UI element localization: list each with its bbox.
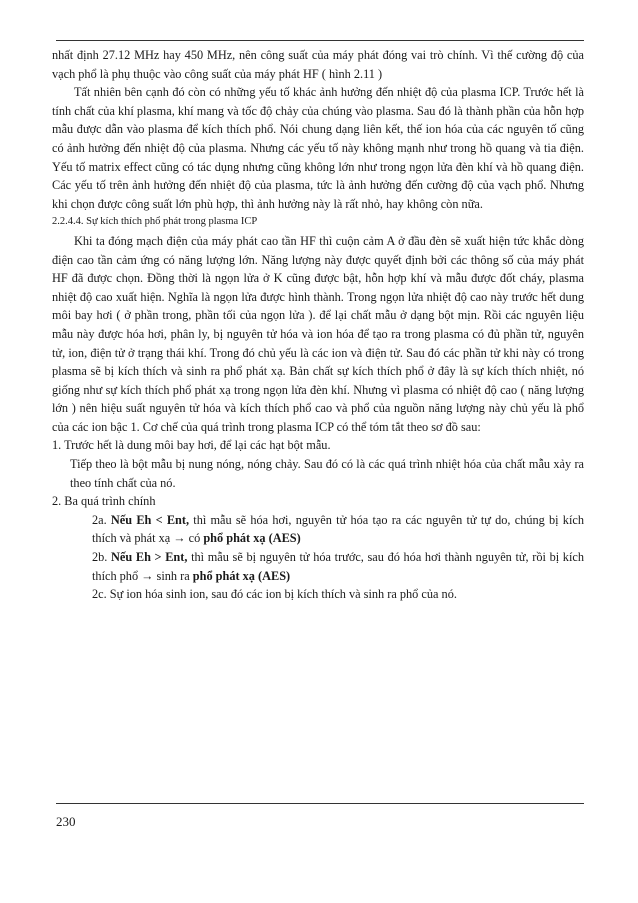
list-item-2a-prefix: 2a.: [92, 512, 111, 527]
paragraph-continuation: nhất định 27.12 MHz hay 450 MHz, nên công suất của máy phát đóng vai trò chính. Vì thế cường độ của vạch phổ là phụ thuộc vào công suất của máy phát HF ( hình 2.11 ): [52, 48, 584, 81]
list-item-2b-prefix: 2b.: [92, 550, 112, 565]
paragraph-influence-factors: Tất nhiên bên cạnh đó còn có những yếu tố khác ảnh hưởng đến nhiệt độ của plasma ICP. Trước hết là tính chất của khí plasma, khí mang và tốc độ chảy của chúng vào plasma. Sau đó là thành phần của hỗn hợp mẫu được dẫn vào plasma để kích thích phổ. Nói chung dạng liên kết, thế ion hóa của các nguyên tố cũng có ảnh hưởng đến nhiệt độ của plasma. Nhưng các yếu tố này không mạnh như trong hồ quang và tia điện. Yếu tố matrix effect cũng có tác dụng nhưng cũng không lớn như trong ngọn lửa đèn khí và hồ quang điện. Các yếu tố trên ảnh hưởng đến nhiệt độ của plasma, tức là ảnh hưởng đến cường độ của vạch phổ. Nhưng khi chọn được công suất lớn phù hợp, thì ảnh hưởng này là rất nhỏ, hay không còn nữa.: [52, 85, 584, 211]
list-item-2c: 2c. Sự ion hóa sinh ion, sau đó các ion bị kích thích và sinh ra phổ của nó.: [92, 587, 457, 602]
list-item-2: 2. Ba quá trình chính: [52, 494, 156, 509]
list-item-2a-result: phổ phát xạ (AES): [203, 531, 301, 546]
page-content: [52, 46, 584, 604]
bottom-rule: [56, 803, 584, 804]
list-item-2a: [52, 511, 584, 548]
list-item-1-detail: Tiếp theo là bột mẫu bị nung nóng, nóng chảy. Sau đó có là các quá trình nhiệt hóa của chất mẫu xảy ra theo tính chất của nó.: [70, 457, 584, 490]
list-item-2b: [52, 548, 584, 585]
paragraph-excitation: Khi ta đóng mạch điện của máy phát cao tần HF thì cuộn cảm A ở đầu đèn sẽ xuất hiện tức khắc dòng điện cao tần cảm ứng có năng lượng lớn. Năng lượng này được quyết định bởi các thông số của máy phát HF đã được chọn. Đồng thời là ngọn lửa ở K cũng được bật, hỗn hợp khí và mẫu được đốt cháy, plasma nhiệt độ cao xuất hiện. Nghĩa là ngọn lửa được hình thành. Trong ngọn lửa nhiệt độ cao này trước hết dung môi bay hơi ( ở phần trong, phần tối của ngọn lửa ). để lại chất mẫu ở dạng bột mịn. Rồi các nguyên liệu mẫu này được hóa hơi, phân ly, bị nguyên tử hóa và ion hóa để tạo ra trong plasma có đủ phần tử, nguyên tử, ion, điện tử ở trạng thái khí. Trong đó chủ yếu là các ion và điện tử. Sau đó các phần tử khi này có trong plasma sẽ bị kích thích và sinh ra phổ phát xạ. Bản chất sự kích thích phổ ở đây là sự kích thích nhiệt, nó giống như sự kích thích phổ phát xạ trong ngọn lửa đèn khí. Nhưng vì plasma có nhiệt độ cao ( năng lượng lớn ) nên hiệu suất nguyên tử hóa và kích thích phổ cao và phổ của nguồn năng lượng này chủ yếu là phổ của các ion bậc 1. Cơ chế của quá trình trong plasma ICP có thể tóm tắt theo sơ đồ sau:: [52, 233, 584, 434]
section-heading: 2.2.4.4. Sự kích thích phổ phát trong plasma ICP: [52, 216, 258, 228]
top-rule: [56, 40, 584, 41]
list-item-1: 1. Trước hết là dung môi bay hơi, để lại các hạt bột mẫu.: [52, 438, 331, 453]
list-item-2a-text: thì mẫu sẽ hóa hơi, nguyên tử hóa tạo ra các nguyên tử tự do, chúng bị kích thích và phát xạ → có: [92, 512, 584, 546]
list-item-2b-condition: Nếu Eh > Ent,: [111, 550, 188, 565]
list-item-2a-condition: Nếu Eh < Ent,: [110, 512, 190, 527]
page-number: 230: [56, 814, 76, 829]
list-item-2b-result: phổ phát xạ (AES): [192, 568, 291, 583]
list-item-2b-text: thì mẫu sẽ bị nguyên tử hóa trước, sau đó hóa hơi thành nguyên tử, rồi bị kích thích phổ → sinh ra: [92, 550, 584, 583]
